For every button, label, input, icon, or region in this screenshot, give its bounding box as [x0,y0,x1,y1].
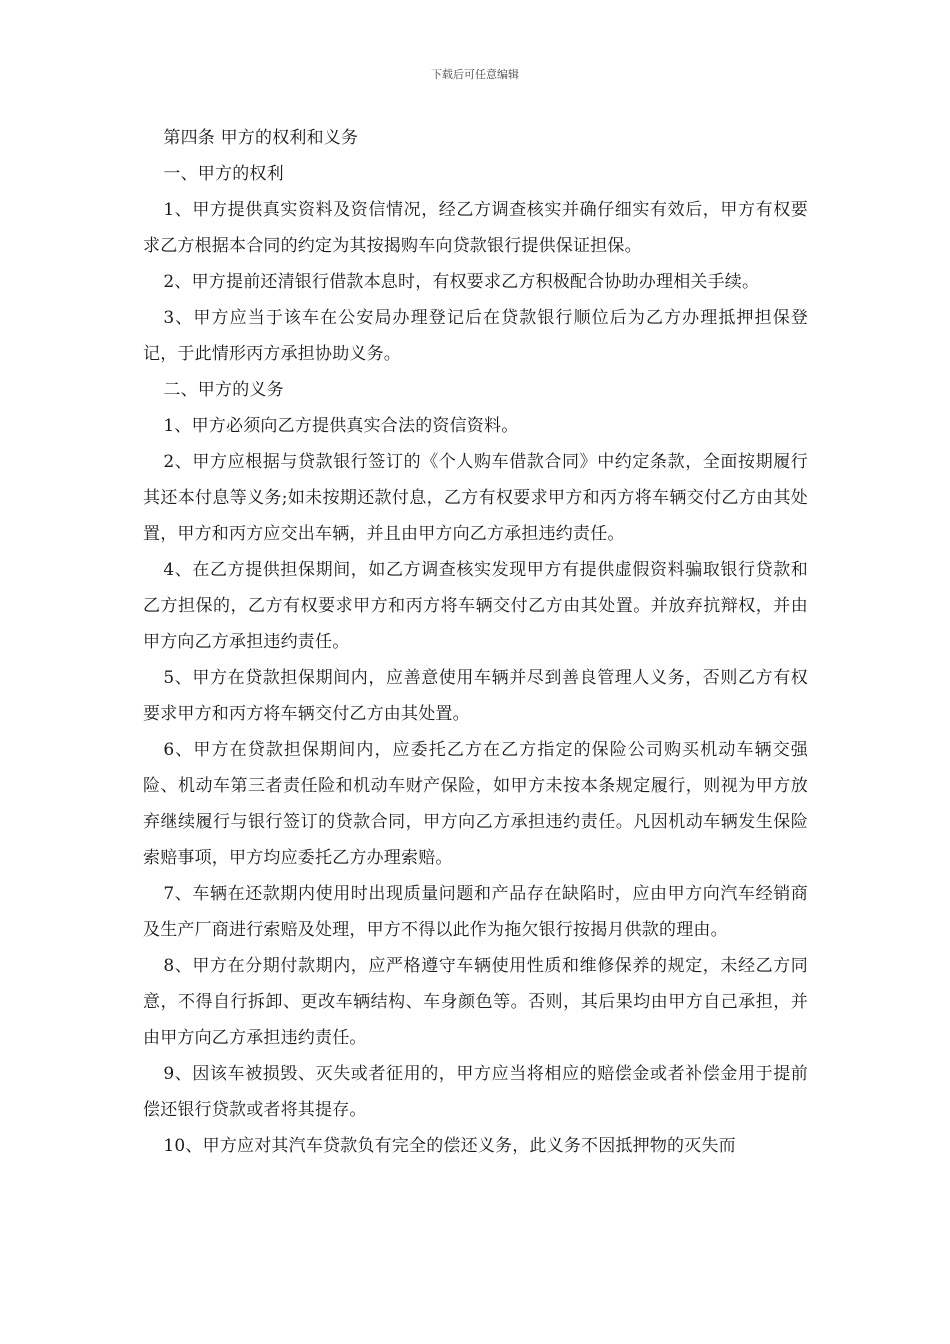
paragraph: 6、甲方在贷款担保期间内，应委托乙方在乙方指定的保险公司购买机动车辆交强险、机动车第三者责任险和机动车财产保险，如甲方未按本条规定履行，则视为甲方放弃继续履行与银行签订的贷款合同，甲方向乙方承担违约责任。凡因机动车辆发生保险索赔事项，甲方均应委托乙方办理索赔。 [143,740,808,868]
article-heading: 第四条 甲方的权利和义务 [163,128,359,148]
paragraph: 7、车辆在还款期内使用时出现质量问题和产品存在缺陷时，应由甲方向汽车经销商及生产厂商进行索赔及处理，甲方不得以此作为拖欠银行按揭月供款的理由。 [143,884,808,940]
paragraph: 9、因该车被损毁、灭失或者征用的，甲方应当将相应的赔偿金或者补偿金用于提前偿还银行贷款或者将其提存。 [143,1064,808,1120]
paragraph: 10、甲方应对其汽车贷款负有完全的偿还义务，此义务不因抵押物的灭失而 [163,1136,736,1156]
paragraph: 1、甲方提供真实资料及资信情况，经乙方调查核实并确仔细实有效后，甲方有权要求乙方根据本合同的约定为其按揭购车向贷款银行提供保证担保。 [143,200,808,256]
document-body [143,120,808,1164]
page-header: 下载后可任意编辑 [431,68,519,81]
paragraph: 2、甲方应根据与贷款银行签订的《个人购车借款合同》中约定条款，全面按期履行其还本付息等义务;如未按期还款付息，乙方有权要求甲方和丙方将车辆交付乙方由其处置，甲方和丙方应交出车辆，并且由甲方向乙方承担违约责任。 [143,452,808,544]
paragraph: 8、甲方在分期付款期内，应严格遵守车辆使用性质和维修保养的规定，未经乙方同意，不得自行拆卸、更改车辆结构、车身颜色等。否则，其后果均由甲方自己承担，并由甲方向乙方承担违约责任。 [143,956,808,1048]
paragraph: 1、甲方必须向乙方提供真实合法的资信资料。 [163,416,519,436]
paragraph: 5、甲方在贷款担保期间内，应善意使用车辆并尽到善良管理人义务，否则乙方有权要求甲方和丙方将车辆交付乙方由其处置。 [143,668,808,724]
paragraph: 4、在乙方提供担保期间，如乙方调查核实发现甲方有提供虚假资料骗取银行贷款和乙方担保的，乙方有权要求甲方和丙方将车辆交付乙方由其处置。并放弃抗辩权，并由甲方向乙方承担违约责任。 [143,560,808,652]
paragraph: 2、甲方提前还清银行借款本息时，有权要求乙方积极配合协助办理相关手续。 [163,272,760,292]
paragraph: 3、甲方应当于该车在公安局办理登记后在贷款银行顺位后为乙方办理抵押担保登记，于此情形丙方承担协助义务。 [143,308,808,364]
section-heading-obligations: 二、甲方的义务 [163,380,284,400]
section-heading-rights: 一、甲方的权利 [163,164,284,184]
